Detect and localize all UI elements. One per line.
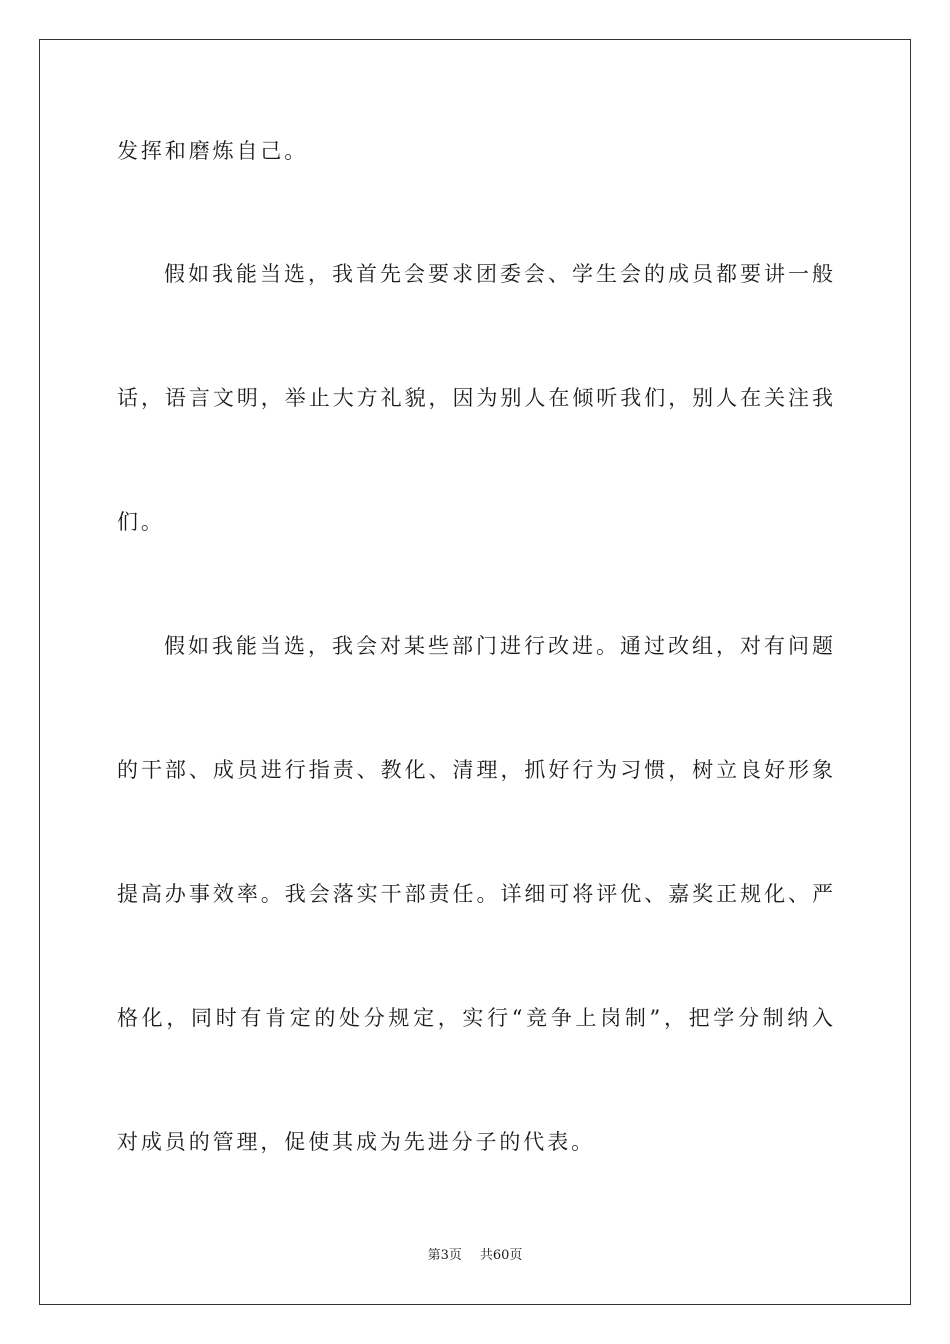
paragraph-3-line-3: 提高办事效率。我会落实干部责任。详细可将评优、嘉奖正规化、严 <box>117 882 833 906</box>
paragraph-2-line-2: 话，语言文明，举止大方礼貌，因为别人在倾听我们，别人在关注我 <box>117 386 833 410</box>
paragraph-3-line-5: 对成员的管理，促使其成为先进分子的代表。 <box>117 1130 595 1154</box>
paragraph-2-line-3: 们。 <box>117 510 165 534</box>
page-footer <box>0 1247 950 1265</box>
total-pages: 共60页 <box>479 1248 523 1263</box>
page-border <box>39 39 911 1305</box>
paragraph-2-line-1: 假如我能当选，我首先会要求团委会、学生会的成员都要讲一般 <box>164 262 833 286</box>
paragraph-3-line-4: 格化，同时有肯定的处分规定，实行“竞争上岗制”，把学分制纳入 <box>117 1006 833 1030</box>
text-line-1: 发挥和磨炼自己。 <box>117 139 309 163</box>
page-number: 第3页 <box>427 1248 462 1263</box>
paragraph-3-line-1: 假如我能当选，我会对某些部门进行改进。通过改组，对有问题 <box>164 634 833 658</box>
paragraph-3-line-2: 的干部、成员进行指责、教化、清理，抓好行为习惯，树立良好形象 <box>117 758 833 782</box>
